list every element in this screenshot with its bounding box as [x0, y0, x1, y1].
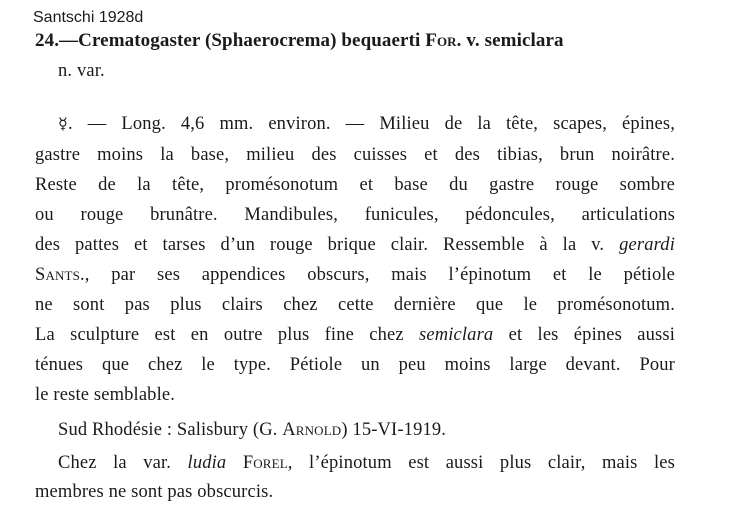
description-line-10: le reste semblable.	[35, 385, 176, 405]
taxon-rank: v.	[466, 30, 480, 51]
entry-number: 24.	[35, 30, 60, 51]
author-forel: Forel	[242, 453, 288, 473]
citation-reference: Santschi 1928d	[33, 9, 144, 26]
description-line-7: ne sont pas plus clairs chez cette dernière que le promésonotum.	[35, 295, 675, 315]
taxon-variety-ludia: ludia	[187, 453, 227, 473]
taxon-name: Crematogaster (Sphaerocrema) bequaerti	[78, 30, 421, 51]
description-line-4: ou rouge brunâtre. Mandibules, funicules, pédoncules, articulations	[35, 205, 675, 225]
taxon-epithet: semiclara	[484, 30, 564, 51]
taxon-variety-gerardi: gerardi	[619, 235, 675, 255]
taxon-status: n. var.	[58, 61, 105, 81]
note-line-1: Chez la var. ludia Forel, l’épinotum est aussi plus clair, mais les	[58, 453, 675, 473]
taxon-semiclara: semiclara	[419, 325, 494, 345]
worker-symbol-icon: ☿	[58, 114, 68, 133]
description-line-6: Sants., par ses appendices obscurs, mais l’épinotum et le pétiole	[35, 265, 675, 285]
description-line-8: La sculpture est en outre plus fine chez semiclara et les épines aussi	[35, 325, 676, 345]
taxon-author: For.	[425, 30, 462, 51]
collector-name: Arnold	[282, 420, 342, 440]
note-line-2: membres ne sont pas obscurcis.	[35, 482, 274, 502]
author-santschi: Sants.	[35, 265, 85, 285]
description-line-9: ténues que chez le type. Pétiole un peu moins large devant. Pour	[35, 355, 675, 375]
species-heading: 24.—Crematogaster (Sphaerocrema) bequaerti For. v. semiclara	[35, 30, 564, 51]
description-line-5: des pattes et tarses d’un rouge brique clair. Ressemble à la v. gerardi	[35, 235, 675, 255]
description-line-1: ☿. — Long. 4,6 mm. environ. — Milieu de la tête, scapes, épines,	[58, 114, 675, 134]
locality-record: Sud Rhodésie : Salisbury (G. Arnold) 15-VI-1919.	[58, 420, 447, 440]
description-line-3: Reste de la tête, promésonotum et base du gastre rouge sombre	[35, 175, 675, 195]
description-line-2: gastre moins la base, milieu des cuisses et des tibias, brun noirâtre.	[35, 145, 675, 165]
